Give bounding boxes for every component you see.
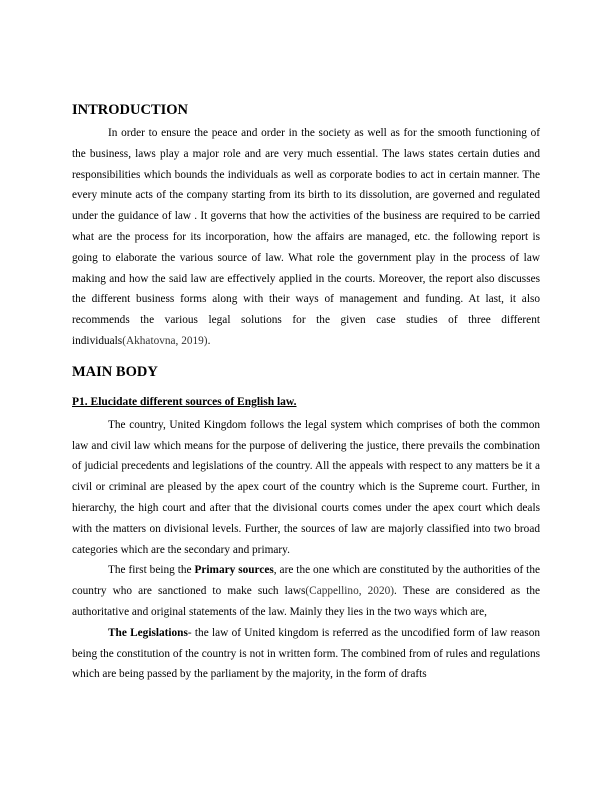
introduction-citation: (Akhatovna, 2019) xyxy=(122,334,208,347)
introduction-heading: INTRODUCTION xyxy=(72,102,189,118)
main-body-paragraph-2 xyxy=(72,560,540,622)
introduction-end: . xyxy=(207,334,211,347)
paragraph-2-end: . These are considered as the authoritative and original statements of the law. Mainly they lies in the two ways which are, xyxy=(72,585,540,618)
main-body-heading: MAIN BODY xyxy=(72,363,158,380)
paragraph-2-start: The first being the xyxy=(108,564,195,577)
document-page xyxy=(72,100,540,685)
main-body-paragraph-3 xyxy=(72,623,540,685)
introduction-text: In order to ensure the peace and order in the society as well as for the smooth functioning of the business, laws play a major role and are very much essential. The laws states certain duties and responsibilities which bounds the individuals as well as corporate bodies to act in certain manner. The every minute acts of the company starting from its birth to its dissolution, are governed and regulated under the guidance of law . It governs that how the activities of the business are required to be carried what are the process for its incorporation, how the affairs are managed, etc. the following report is going to elaborate the various source of law. What role the government play in the process of law making and how the said law are effectively applied in the courts. Moreover, the report also discusses the different business forms along with their ways of management and funding. At last, it also recommends the various legal solutions for the given case studies of three different individuals xyxy=(72,127,540,347)
paragraph-3-rest: - the law of United kingdom is referred as the uncodified form of law reason being the constitution of the country is not in written form. The combined from of rules and regulations which are being passed by the parliament by the majority, in the form of drafts xyxy=(72,626,541,681)
primary-sources-term: Primary sources xyxy=(194,564,274,577)
introduction-paragraph xyxy=(72,123,540,352)
main-body-paragraph-1: The country, United Kingdom follows the legal system which comprises of both the common law and civil law which means for the purpose of delivering the justice, there prevails the combination of judicial precedents and legislations of the country. All the appeals with respect to any matters be it a civil or criminal are pleased by the apex court of the country which is the Supreme court. Further, in hierarchy, the high court and after that the divisional courts comes under the apex court which deals with the matters on divisional levels. Further, the sources of law are majorly classified into two broad categories which are the secondary and primary. xyxy=(72,418,540,556)
legislations-term: The Legislations xyxy=(108,626,188,639)
paragraph-2-citation: (Cappellino, 2020) xyxy=(305,585,394,598)
paragraph-2-rest: , are the one which are constituted by the authorities of the country who are sanctioned to make such laws xyxy=(72,564,540,598)
p1-subheading: P1. Elucidate different sources of English law. xyxy=(72,395,297,408)
